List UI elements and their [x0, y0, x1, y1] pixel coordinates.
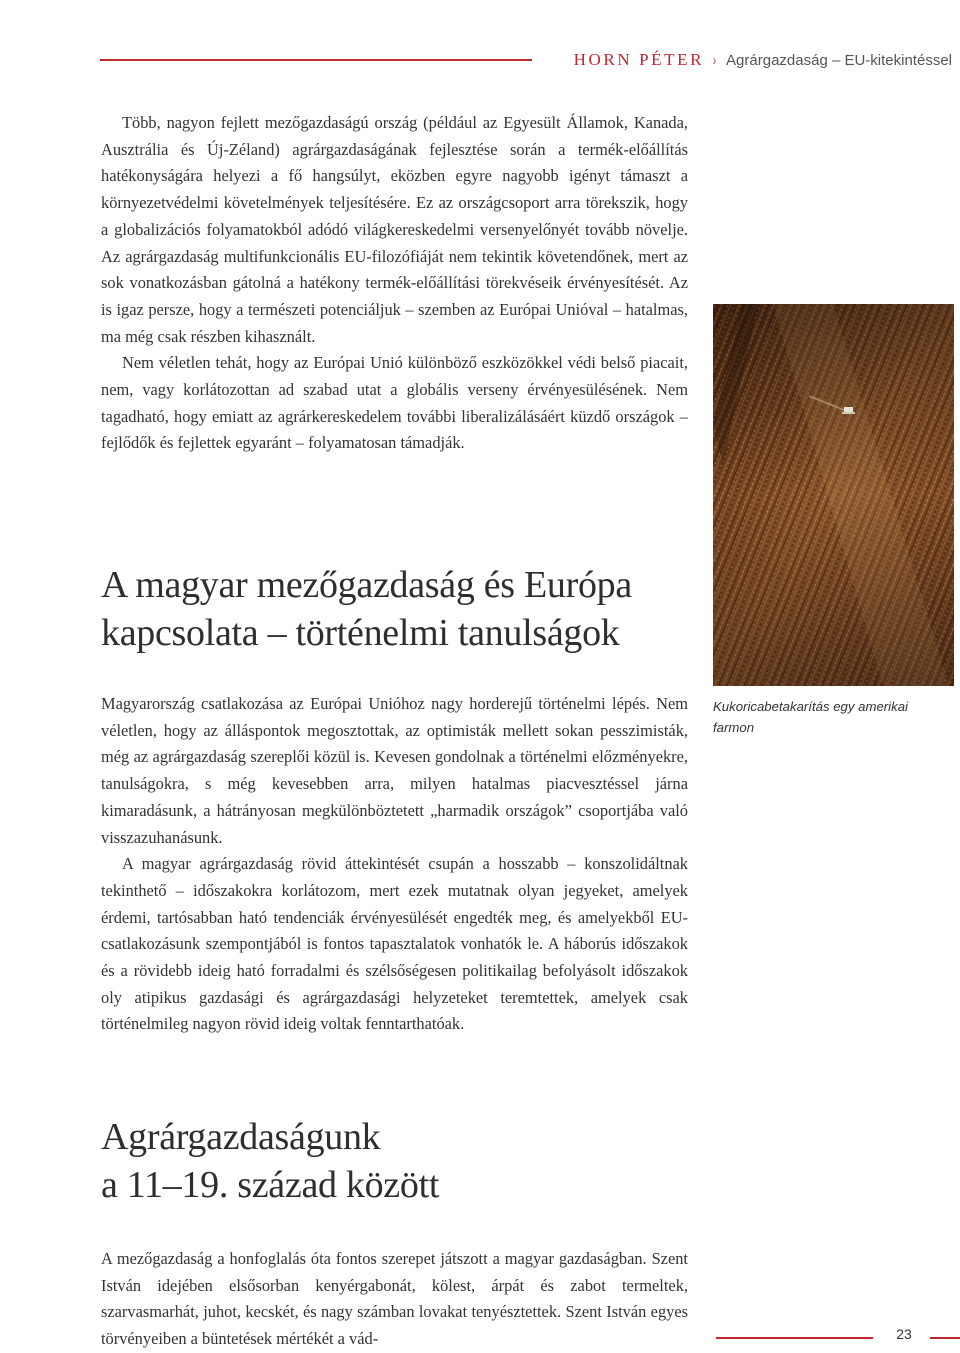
intro-text	[101, 110, 688, 457]
section2-title-line1: Agrárgazdaságunk	[101, 1116, 381, 1158]
section2-paragraph-1: A mezőgazdaság a honfoglalás óta fontos szerepet játszott a magyar gazdaságban. Szent István idejében elsősorban kenyérgabonát, kölest, árpát és zabot termeltek, szarvasmarhát, juhot, kecskét, és nagy számban lovakat tenyésztettek. Szent István egyes törvényeiben a büntetések mértékét a vád-	[101, 1249, 688, 1349]
section1-title-line1: A magyar mezőgazdaság és Európa	[101, 564, 632, 606]
header-rule	[100, 59, 532, 61]
section1-text	[101, 691, 688, 1038]
intro-paragraph-1: Több, nagyon fejlett mezőgazdaságú ország (például az Egyesült Államok, Kanada, Ausztrália és Új-Zéland) agrárgazdaságának fejlesztése során a termék-előállítás hatékonyságára helyezi a fő hangsúlyt, eközben egyre nagyobb igényt támaszt a környezetvédelmi követelmények teljesítésére. Ez az országcsoport arra törekszik, hogy a globalizációs folyamatokból adódó világkereskedelmi versenyelőnyét tovább növelje. Az agrárgazdaság multifunkcionális EU-filozófiáját nem tekintik követendőnek, mert az sok vonatkozásban gátolná a hatékony termék-előállítási törekvéseik érvényesítését. Az is igaz persze, hogy a természeti potenciáljuk – szemben az Európai Unióval – hatalmas, ma még csak részben kihasznált.	[101, 113, 688, 346]
section1-paragraph-2: A magyar agrárgazdaság rövid áttekintését csupán a hosszabb – konszolidáltnak tekinthető – időszakokra korlátozom, mert ezek mutatnak olyan jegyeket, amelyek érdemi, tartósabban ható tendenciák érvényesülését engedték meg, és amelyekből EU-csatlakozásunk szempontjából is fontos tapasztalatok vonhatók le. A háborús időszakok és a rövidebb ideig ható forradalmi és szélsőségesen politikailag befolyásolt időszakok oly atipikus gazdasági és agrárgazdasági helyzeteket teremtettek, amelyek csak történelmileg nagyon rövid ideig voltak fenntarthatóak.	[101, 854, 688, 1034]
field-rows-illustration	[713, 304, 954, 686]
section2-text	[101, 1246, 688, 1353]
footer-rule-left	[716, 1337, 873, 1339]
intro-paragraph-2: Nem véletlen tehát, hogy az Európai Unió különböző eszközökkel védi belső piacait, nem, vagy korlátozottan ad szabad utat a globális verseny érvényesülésének. Nem tagadható, hogy emiatt az agrárkereskedelem további liberalizálásáért küzdő országok – fejlődők és fejlettek egyaránt – folyamatosan támadják.	[101, 353, 688, 453]
running-header	[574, 47, 952, 73]
header-section-title: Agrárgazdaság – EU-kitekintéssel	[726, 51, 952, 69]
section1-paragraph-1: Magyarország csatlakozása az Európai Unióhoz nagy horderejű történelmi lépés. Nem véletlen, hogy az álláspontok megosztottak, az optimisták mellett sokan pesszimisták, még az agrárgazdaság szereplői közül is. Kevesen gondolnak a történelmi előzményekre, tanulságokra, s még kevesebben arra, milyen hatalmas piacvesztéssel járna kimaradásunk, a hátrányosan megkülönböztetett „harmadik országok” csoportjába való visszazuhanásunk.	[101, 694, 688, 847]
section1-heading	[101, 561, 688, 657]
page-number: 23	[896, 1326, 912, 1342]
section2-heading	[101, 1113, 688, 1209]
section2-title-line2: a 11–19. század között	[101, 1164, 440, 1206]
footer-rule-right	[930, 1337, 960, 1339]
farm-harvest-photo	[713, 304, 954, 686]
header-separator-icon: ›	[713, 51, 717, 69]
header-author: HORN PÉTER	[573, 50, 705, 69]
section1-title-line2: kapcsolata – történelmi tanulságok	[101, 612, 620, 654]
photo-caption: Kukoricabetakarítás egy amerikai farmon	[713, 699, 908, 735]
